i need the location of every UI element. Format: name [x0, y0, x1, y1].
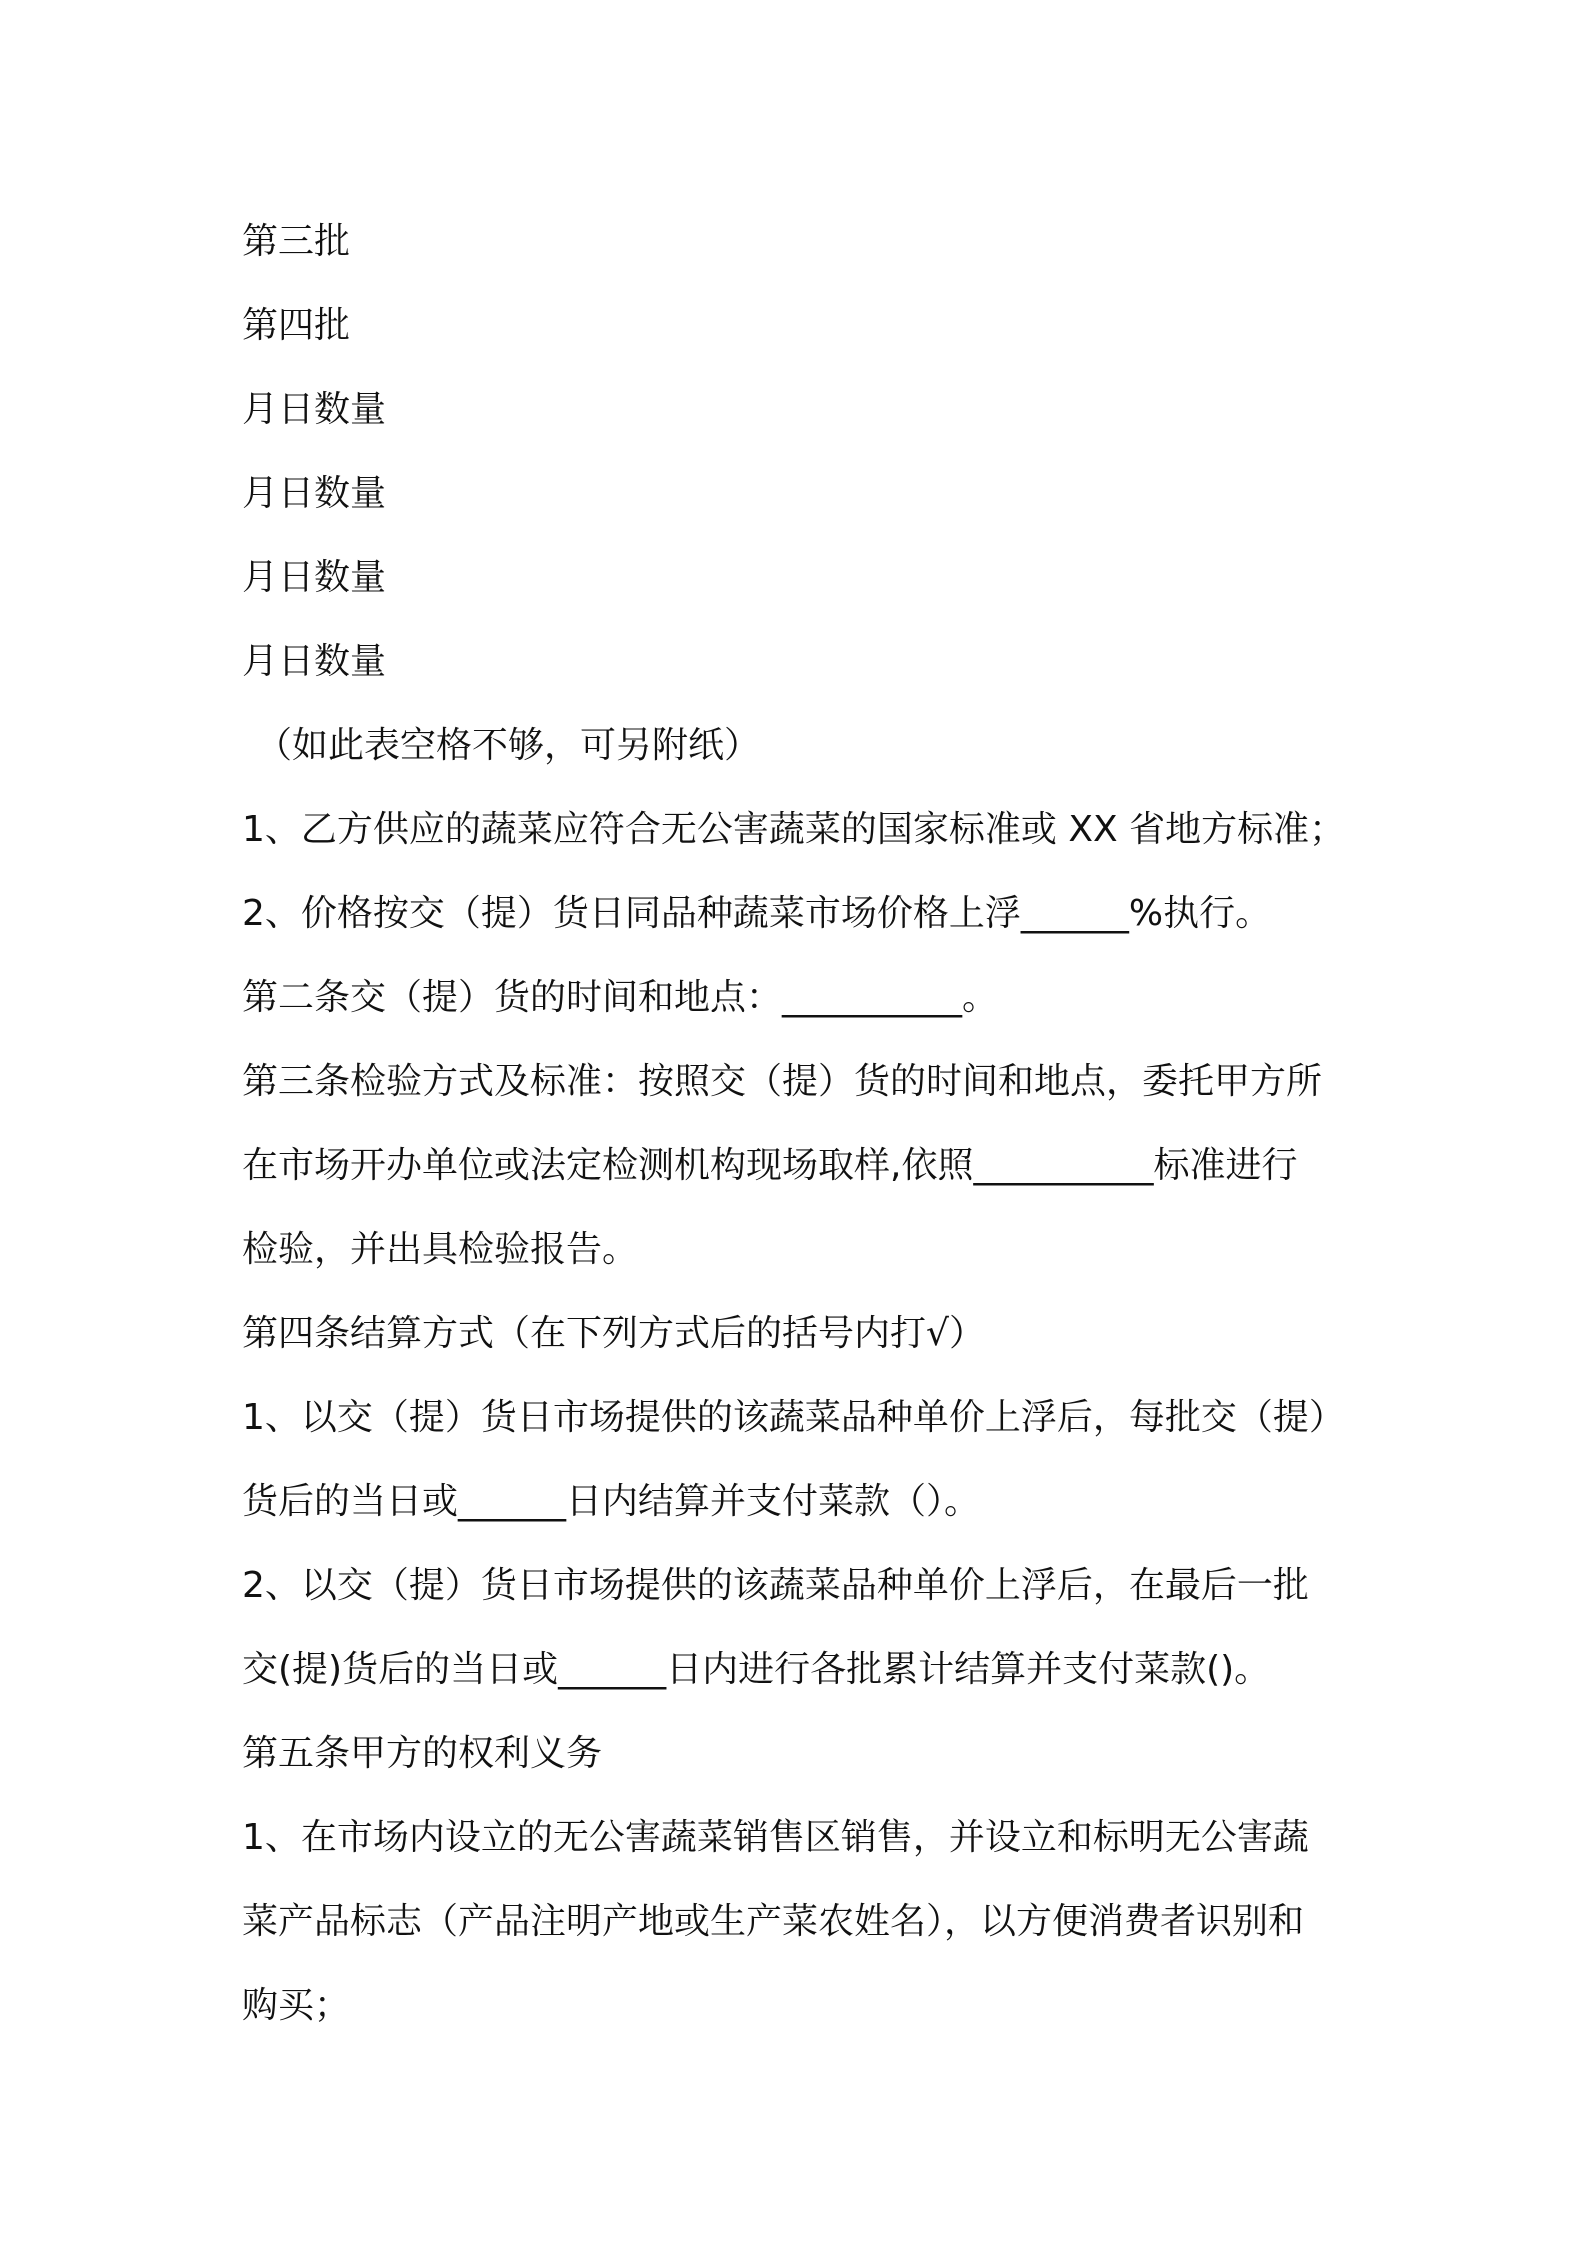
text-line: 月日数量	[242, 557, 387, 598]
text-line: 第四批	[242, 305, 351, 346]
text-line: 月日数量	[242, 473, 387, 514]
text-line: 第三批	[242, 221, 351, 262]
text-line: 月日数量	[242, 641, 387, 682]
text-line: （如此表空格不够，可另附纸）	[256, 725, 761, 766]
text-line: 1、乙方供应的蔬菜应符合无公害蔬菜的国家标准或 XX 省地方标准；	[242, 809, 1346, 850]
text-line: 菜产品标志（产品注明产地或生产菜农姓名），以方便消费者识别和	[242, 1901, 1305, 1942]
text-line: 1、在市场内设立的无公害蔬菜销售区销售，并设立和标明无公害蔬	[242, 1817, 1309, 1858]
text-line: 检验，并出具检验报告。	[242, 1229, 639, 1270]
text-line: 2、价格按交（提）货日同品种蔬菜市场价格上浮______%执行。	[242, 893, 1272, 934]
text-line: 月日数量	[242, 389, 387, 430]
text-line: 1、以交（提）货日市场提供的该蔬菜品种单价上浮后，每批交（提）	[242, 1397, 1345, 1438]
text-line: 交(提)货后的当日或______日内进行各批累计结算并支付菜款()。	[242, 1649, 1271, 1690]
text-line: 第五条甲方的权利义务	[242, 1733, 603, 1774]
text-line: 第二条交（提）货的时间和地点：__________。	[242, 977, 999, 1018]
document-body	[242, 200, 1372, 2048]
text-line: 第三条检验方式及标准：按照交（提）货的时间和地点，委托甲方所	[242, 1061, 1323, 1102]
text-line: 在市场开办单位或法定检测机构现场取样,依照__________标准进行	[242, 1145, 1298, 1186]
text-line: 购买；	[242, 1985, 351, 2026]
text-line: 货后的当日或______日内结算并支付菜款（）。	[242, 1481, 981, 1522]
text-line: 第四条结算方式（在下列方式后的括号内打√）	[242, 1313, 985, 1354]
text-line: 2、以交（提）货日市场提供的该蔬菜品种单价上浮后，在最后一批	[242, 1565, 1309, 1606]
